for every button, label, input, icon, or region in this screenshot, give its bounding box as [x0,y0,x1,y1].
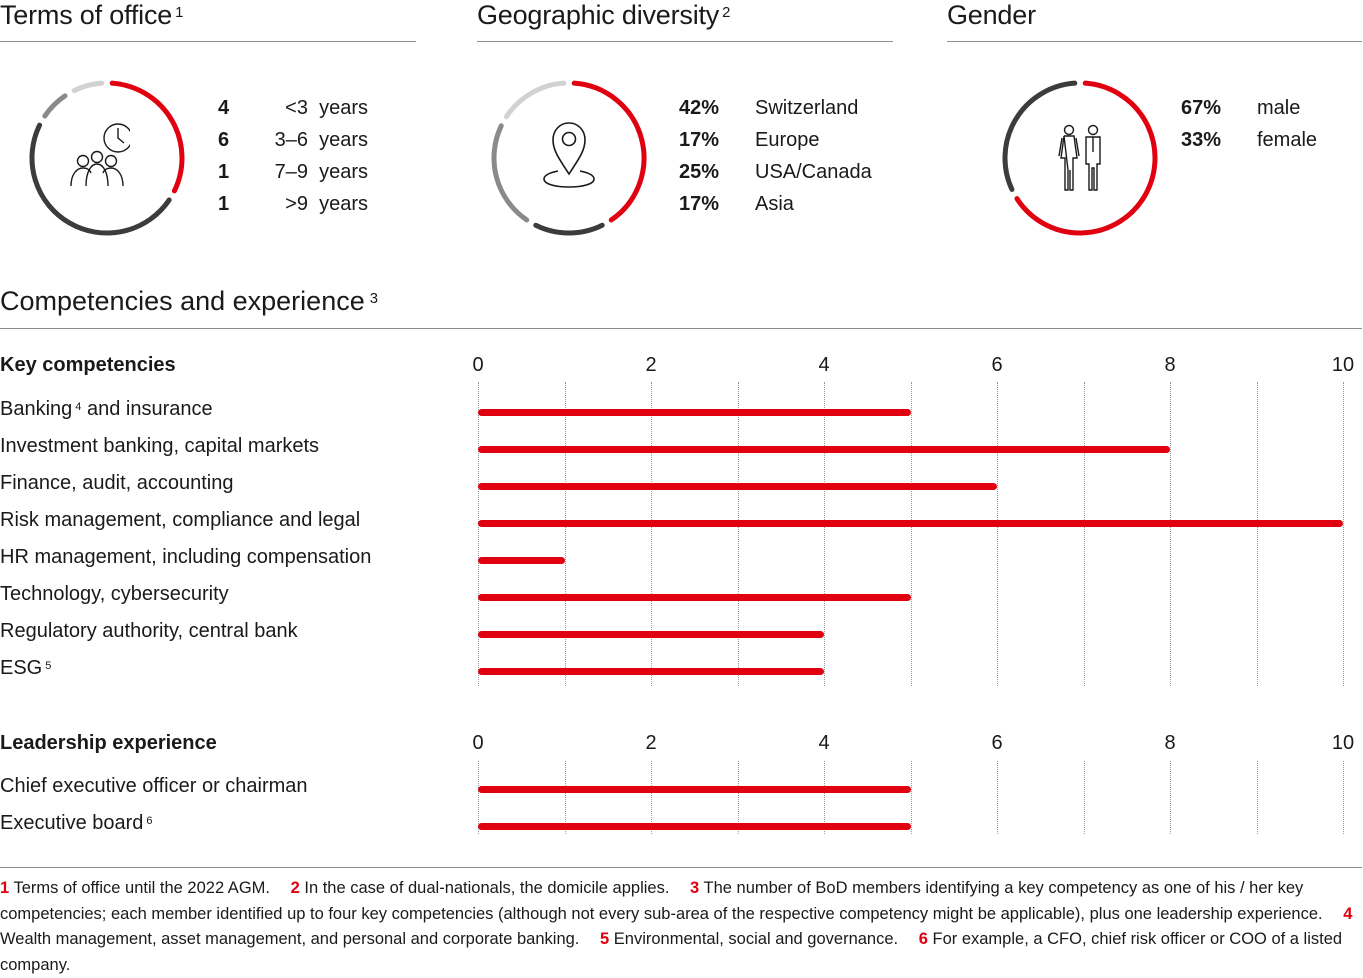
x-tick-label: 8 [1164,354,1176,376]
x-tick-label: 4 [818,732,830,754]
gender-legend-row [1181,92,1351,124]
terms-label: <3 years [285,97,368,119]
competencies-rule [0,328,1362,329]
terms-label: >9 years [285,193,368,215]
x-tick-label: 6 [991,732,1003,754]
terms-rule [0,41,416,42]
people-clock-icon [66,118,130,192]
category-label: Technology, cybersecurity [0,583,229,605]
geo-pct: 42% [679,97,720,119]
leadership-experience-title: Leadership experience [0,732,217,754]
terms-count: 4 [218,97,230,119]
x-tick-label: 0 [472,354,484,376]
terms-title-note: 1 [175,5,184,21]
terms-legend [218,92,368,220]
competencies-title-note: 3 [369,291,378,307]
gridline [1170,761,1171,834]
gridline [1257,761,1258,834]
category-label: HR management, including compensation [0,546,372,568]
x-tick-label: 6 [991,354,1003,376]
category-label: Regulatory authority, central bank [0,620,298,642]
terms-title: Terms of office $^1$ [0,0,184,30]
gender-pct: 67% [1181,97,1222,119]
category-label: Banking $^4$ and insurance [0,398,213,420]
geo-pct: 17% [679,129,720,151]
gender-pct: 33% [1181,129,1222,151]
donut-segment [506,83,563,117]
terms-legend-row [218,124,368,156]
donut-segment [536,225,602,233]
geo-legend-row [679,124,899,156]
footnote-4: 4 Wealth management, asset management, and personal and corporate banking. [0,904,1353,948]
geo-rule [477,41,893,42]
geo-pct: 17% [679,193,720,215]
gender-title: Gender [947,0,1036,30]
terms-count: 1 [218,161,230,183]
bar [478,786,911,793]
gridline [1257,382,1258,686]
x-tick-label: 2 [645,354,657,376]
bar [478,823,911,830]
terms-count: 6 [218,129,230,151]
terms-legend-row [218,188,368,220]
competencies-title: Competencies and experience $^3$ [0,286,378,316]
gridline [1170,382,1171,686]
geo-label: Asia [755,193,794,215]
bar [478,594,911,601]
bar [478,557,565,564]
gridline [1343,761,1344,834]
category-label: Investment banking, capital markets [0,435,320,457]
geo-label: Switzerland [755,97,859,119]
x-tick-label: 8 [1164,732,1176,754]
geo-legend-row [679,156,899,188]
geo-legend [679,92,899,220]
footnote-3: 3 The number of BoD members identifying a key competency as one of his / her key competencies; each member identified up to four key competencies (although not every sub-area of the respective competency might be applicable), plus one leadership experience. [0,879,1323,923]
terms-label: 3–6 years [274,129,368,151]
gridline [1343,382,1344,686]
terms-label: 7–9 years [274,161,368,183]
map-pin-icon [540,120,598,190]
donut-segment [494,126,527,220]
x-tick-label: 10 [1331,732,1355,754]
geo-label: USA/Canada [755,161,872,183]
gridline [1084,382,1085,686]
footnotes-rule [0,867,1362,868]
bar [478,668,824,675]
geo-label: Europe [755,129,820,151]
x-tick-label: 2 [645,732,657,754]
category-label: Executive board $^6$ [0,812,153,834]
footnote-1: 1 Terms of office until the 2022 AGM. [0,879,270,897]
category-label: ESG $^5$ [0,657,52,679]
bar [478,446,1170,453]
category-label: Finance, audit, accounting [0,472,234,494]
gridline [565,382,566,686]
key-competencies-title: Key competencies [0,354,176,376]
gridline [997,382,998,686]
geo-legend-row [679,92,899,124]
footnotes [0,876,1362,978]
x-tick-label: 0 [472,732,484,754]
gridline [824,382,825,686]
gender-legend-row [1181,124,1351,156]
gridline [1084,761,1085,834]
gender-label: male [1257,97,1301,119]
bar [478,483,997,490]
footnote-2: 2 In the case of dual-nationals, the domicile applies. [290,879,670,897]
terms-count: 1 [218,193,230,215]
footnote-5: 5 Environmental, social and governance. [600,930,899,948]
gridline [911,761,912,834]
terms-legend-row [218,156,368,188]
gridline [997,761,998,834]
donut-segment [74,83,102,90]
x-tick-label: 10 [1331,354,1355,376]
bar [478,409,911,416]
female-male-figures-icon [1054,122,1108,194]
category-label: Risk management, compliance and legal [0,509,361,531]
category-label: Chief executive officer or chairman [0,775,308,797]
zero-axis-line [478,382,479,686]
gridline [651,382,652,686]
gridline [738,382,739,686]
terms-legend-row [218,92,368,124]
gender-rule [947,41,1362,42]
gridline [911,382,912,686]
gender-legend [1181,92,1351,156]
donut-segment [45,96,65,116]
footnote-6: 6 For example, a CFO, chief risk officer or COO of a listed company. [0,930,1343,974]
gender-label: female [1257,129,1318,151]
geo-title-note: 2 [722,5,731,21]
geo-pct: 25% [679,161,720,183]
geo-legend-row [679,188,899,220]
x-tick-label: 4 [818,354,830,376]
bar [478,631,824,638]
bar [478,520,1343,527]
geo-title: Geographic diversity $^2$ [477,0,731,30]
